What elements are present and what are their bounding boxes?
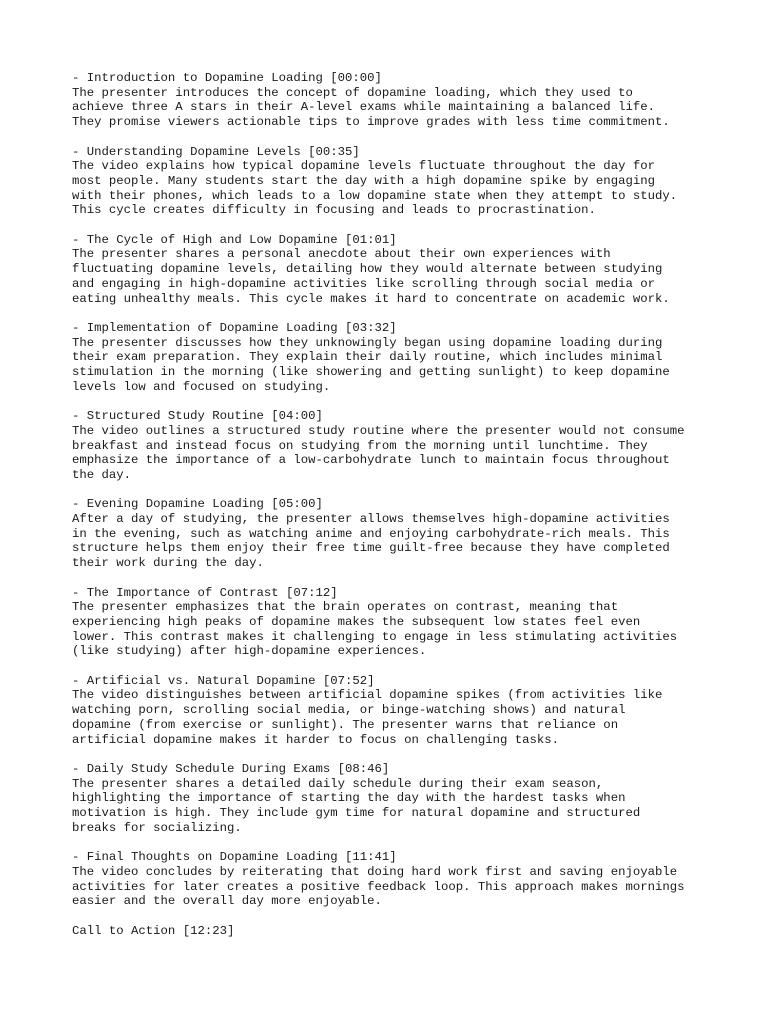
section-daily-schedule <box>72 762 722 836</box>
section-heading: - The Cycle of High and Low Dopamine [01:01] <box>72 232 397 247</box>
section-text-line: levels low and focused on studying. <box>72 379 331 394</box>
section-structured-routine <box>72 409 722 483</box>
section-text-line: They promise viewers actionable tips to improve grades with less time commitment. <box>72 115 670 130</box>
section-text-line: most people. Many students start the day with a high dopamine spike by engaging <box>72 173 655 188</box>
section-text-line: dopamine (from exercise or sunlight). The presenter warns that reliance on <box>72 717 619 732</box>
section-evening-loading <box>72 497 722 571</box>
section-text-line: The video outlines a structured study routine where the presenter would not consume <box>72 423 685 438</box>
section-text-line: lower. This contrast makes it challenging to engage in less stimulating activities <box>72 629 678 644</box>
section-understanding-levels <box>72 145 722 219</box>
section-heading: - Introduction to Dopamine Loading [00:00] <box>72 71 382 85</box>
section-heading: - Structured Study Routine [04:00] <box>72 409 323 424</box>
section-text-line: stimulation in the morning (like showering and getting sunlight) to keep dopamine <box>72 365 670 380</box>
section-text-line: The presenter shares a detailed daily schedule during their exam season, <box>72 776 604 791</box>
section-text-line: in the evening, such as watching anime and enjoying carbohydrate-rich meals. This <box>72 526 670 541</box>
section-heading: - Implementation of Dopamine Loading [03:32] <box>72 320 397 335</box>
section-text-line: breaks for socializing. <box>72 820 242 835</box>
section-contrast <box>72 586 722 660</box>
section-cycle-high-low <box>72 233 722 307</box>
section-text-line: artificial dopamine makes it harder to focus on challenging tasks. <box>72 732 560 747</box>
section-text-line: structure helps them enjoy their free time guilt-free because they have completed <box>72 541 670 556</box>
section-text-line: their work during the day. <box>72 556 264 571</box>
section-text-line: fluctuating dopamine levels, detailing how they would alternate between studying <box>72 262 663 277</box>
section-text-line: (like studying) after high-dopamine experiences. <box>72 644 427 659</box>
section-text-line: The video concludes by reiterating that doing hard work first and saving enjoyable <box>72 864 678 879</box>
document-body <box>72 71 722 953</box>
section-text-line: and engaging in high-dopamine activities like scrolling through social media or <box>72 276 655 291</box>
section-text-line: watching porn, scrolling social media, or binge-watching shows) and natural <box>72 703 626 718</box>
section-text-line: breakfast and instead focus on studying from the morning until lunchtime. They <box>72 438 648 453</box>
section-text-line: the day. <box>72 467 132 482</box>
call-to-action-heading: Call to Action [12:23] <box>72 923 235 938</box>
section-text-line: easier and the overall day more enjoyable. <box>72 894 382 909</box>
section-text-line: This cycle creates difficulty in focusing and leads to procrastination. <box>72 203 596 218</box>
section-call-to-action <box>72 924 722 939</box>
section-implementation <box>72 321 722 395</box>
section-text-line: The video explains how typical dopamine levels fluctuate throughout the day for <box>72 159 655 174</box>
section-heading: - Daily Study Schedule During Exams [08:46] <box>72 761 390 776</box>
section-text-line: experiencing high peaks of dopamine makes the subsequent low states feel even <box>72 614 641 629</box>
section-text-line: emphasize the importance of a low-carbohydrate lunch to maintain focus throughout <box>72 453 670 468</box>
section-text-line: The presenter discusses how they unknowingly began using dopamine loading during <box>72 335 663 350</box>
section-text-line: their exam preparation. They explain their daily routine, which includes minimal <box>72 350 663 365</box>
section-heading: - Evening Dopamine Loading [05:00] <box>72 497 323 512</box>
section-text-line: The presenter shares a personal anecdote about their own experiences with <box>72 247 611 262</box>
section-text-line: The presenter emphasizes that the brain operates on contrast, meaning that <box>72 600 619 615</box>
section-text-line: The video distinguishes between artificial dopamine spikes (from activities like <box>72 688 663 703</box>
section-text-line: achieve three A stars in their A-level exams while maintaining a balanced life. <box>72 100 655 115</box>
section-text-line: After a day of studying, the presenter allows themselves high-dopamine activities <box>72 512 670 527</box>
section-text-line: The presenter introduces the concept of dopamine loading, which they used to <box>72 85 633 100</box>
section-heading: - Final Thoughts on Dopamine Loading [11:41] <box>72 850 397 865</box>
section-heading: - Understanding Dopamine Levels [00:35] <box>72 144 360 159</box>
section-text-line: with their phones, which leads to a low dopamine state when they attempt to study. <box>72 188 678 203</box>
section-heading: - The Importance of Contrast [07:12] <box>72 585 338 600</box>
section-artificial-natural <box>72 674 722 748</box>
section-heading: - Artificial vs. Natural Dopamine [07:52] <box>72 673 375 688</box>
section-introduction <box>72 71 722 130</box>
section-text-line: activities for later creates a positive feedback loop. This approach makes mornings <box>72 879 685 894</box>
section-text-line: motivation is high. They include gym time for natural dopamine and structured <box>72 806 641 821</box>
section-text-line: eating unhealthy meals. This cycle makes it hard to concentrate on academic work. <box>72 291 670 306</box>
section-final-thoughts <box>72 850 722 909</box>
section-text-line: highlighting the importance of starting the day with the hardest tasks when <box>72 791 626 806</box>
